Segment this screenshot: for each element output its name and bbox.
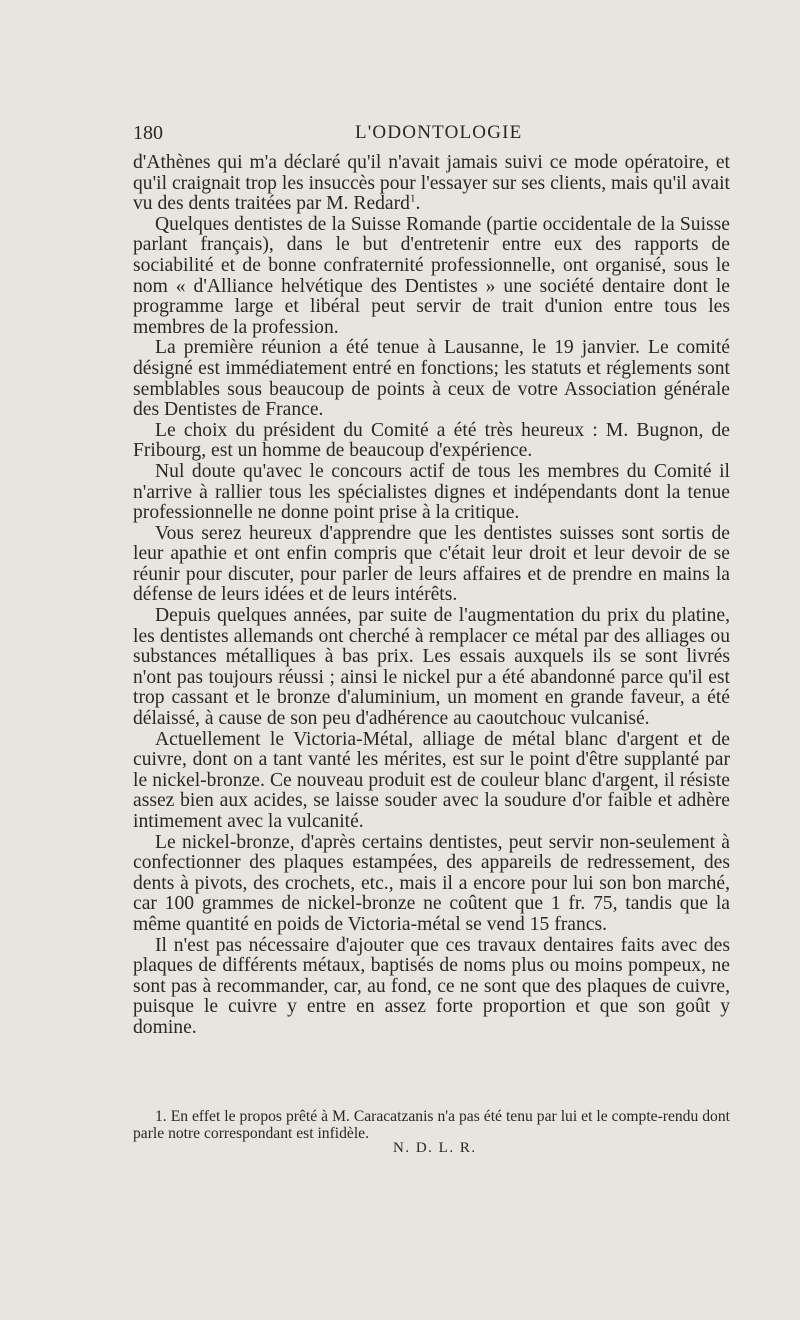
page-number: 180	[133, 122, 163, 144]
paragraph: Vous serez heureux d'apprendre que les dentistes suisses sont sortis de leur apathie et ont enfin compris que c'était leur droit et leur devoir de se réunir pour discuter, pour parler de leurs affaires et de prendre en mains la défense de leurs idées et de leurs intérêts.	[133, 522, 730, 606]
paragraph: Quelques dentistes de la Suisse Romande (partie occidentale de la Suisse parlant français), dans le but d'entretenir entre eux des rapports de sociabilité et de bonne confraternité professionnelle, ont organisé, sous le nom « d'Alliance helvétique des Dentistes » une société dentaire dont le programme large et libéral peut servir de trait d'union entre tous les membres de la profession.	[133, 213, 730, 338]
paragraph: Le nickel-bronze, d'après certains dentistes, peut servir non-seulement à confectionner des plaques estampées, des appareils de redressement, des dents à pivots, des crochets, etc., mais il a encore pour lui son bon marché, car 100 grammes de nickel-bronze ne coûtent que 1 fr. 75, tandis que la même quantité en poids de Victoria-métal se vend 15 francs.	[133, 831, 730, 935]
body-text	[133, 153, 730, 1039]
paragraph: Il n'est pas nécessaire d'ajouter que ces travaux dentaires faits avec des plaques de différents métaux, baptisés de noms plus ou moins pompeux, ne sont pas à recommander, car, au fond, ce ne sont que des plaques de cuivre, puisque le cuivre y entre en assez forte proportion et que son goût y domine.	[133, 934, 730, 1038]
running-head: L'ODONTOLOGIE	[355, 122, 523, 143]
footnote-signature: N. D. L. R.	[393, 1140, 477, 1156]
footnotes	[133, 1108, 730, 1142]
paragraph: d'Athènes qui m'a déclaré qu'il n'avait jamais suivi ce mode opératoire, et qu'il craignait trop les insuccès pour l'essayer sur ses clients, mais qu'il avait vu des dents traitées par M. Redard$^1$.	[133, 152, 730, 215]
paragraph: Nul doute qu'avec le concours actif de tous les membres du Comité il n'arrive à rallier tous les spécialistes dignes et indépendants dont la tenue professionnelle ne donne point prise à la critique.	[133, 460, 730, 524]
footnote: 1. En effet le propos prêté à M. Caracatzanis n'a pas été tenu par lui et le compte-rendu dont parle notre correspondant est infidèle.	[133, 1108, 730, 1142]
paragraph: Le choix du président du Comité a été très heureux : M. Bugnon, de Fribourg, est un homme de beaucoup d'expérience.	[133, 419, 730, 462]
paragraph: Depuis quelques années, par suite de l'augmentation du prix du platine, les dentistes allemands ont cherché à remplacer ce métal par des alliages ou substances métalliques à bas prix. Les essais auxquels ils se sont livrés n'ont pas toujours réussi ; ainsi le nickel pur a été abandonné parce qu'il est trop cassant et le bronze d'aluminium, un moment en grande faveur, a été délaissé, à cause de son peu d'adhérence au caoutchouc vulcanisé.	[133, 605, 730, 730]
footnote-reference[interactable]: 1	[409, 192, 416, 205]
paragraph: Actuellement le Victoria-Métal, alliage de métal blanc d'argent et de cuivre, dont on a tant vanté les mérites, est sur le point d'être supplanté par le nickel-bronze. Ce nouveau produit est de couleur blanc d'argent, il résiste assez bien aux acides, se laisse souder avec la soudure d'or faible et adhère intimement avec la vulcanité.	[133, 728, 730, 832]
page-header	[133, 118, 733, 148]
paragraph: La première réunion a été tenue à Lausanne, le 19 janvier. Le comité désigné est immédiatement entré en fonctions; les statuts et réglements sont semblables sous beaucoup de points à ceux de votre Association générale des Dentistes de France.	[133, 337, 730, 421]
